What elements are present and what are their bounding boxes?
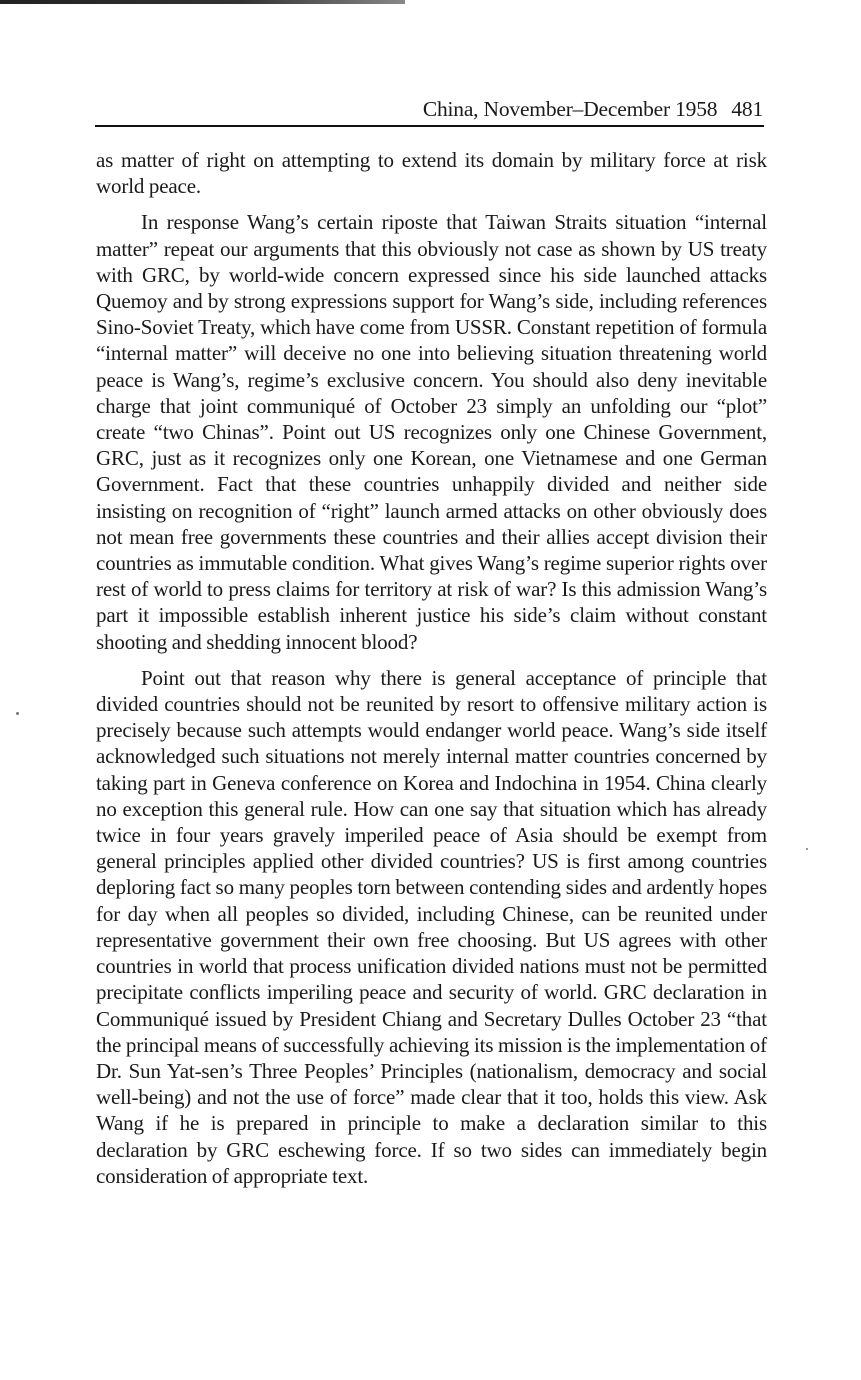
running-head: [95, 93, 763, 125]
document-body: [96, 147, 767, 1189]
scan-speck: [806, 848, 808, 850]
header-rule: [95, 125, 764, 127]
paragraph-divided-countries: Point out that reason why there is general acceptance of principle that divided countries should not be reunited by resort to offensive military action is precisely because such attempts would endanger world peace. Wang’s side itself acknowledged such situations not merely internal matter countries concerned by taking part in Geneva conference on Korea and Indochina in 1954. China clearly no exception this general rule. How can one say that situation which has already twice in four years gravely imperiled peace of Asia should be exempt from general principles applied other divided countries? US is first among countries deploring fact so many peoples torn between contending sides and ardently hopes for day when all peoples so divided, including Chinese, can be reunited under representative government their own free choosing. But US agrees with other countries in world that process unification divided nations must not be permitted precipitate conflicts imperiling peace and security of world. GRC declaration in Communiqué issued by President Chiang and Secretary Dulles October 23 “that the principal means of successfully achieving its mission is the implementation of Dr. Sun Yat-sen’s Three Peoples’ Principles (nationalism, democracy and social well-being) and not the use of force” made clear that it too, holds this view. Ask Wang if he is prepared in principle to make a declaration similar to this declaration by GRC eschewing force. If so two sides can immediately begin consideration of appropriate text.: [96, 665, 767, 1188]
paragraph-continuation: as matter of right on attempting to extend its domain by military force at risk world peace.: [96, 148, 767, 199]
running-head-title: China, November–December 1958: [422, 97, 718, 121]
scan-edge-shadow: [0, 0, 405, 4]
paragraph-internal-matter: In response Wang’s certain riposte that Taiwan Straits situation “internal matter” repeat our arguments that this obviously not case as shown by US treaty with GRC, by world-wide concern expressed since his side launched attacks Quemoy and by strong expressions support for Wang’s side, including references Sino-Soviet Treaty, which have come from USSR. Constant repetition of formula “internal matter” will deceive no one into believing situation threatening world peace is Wang’s, regime’s exclusive concern. You should also deny inevitable charge that joint communiqué of October 23 simply an unfolding our “plot” create “two Chinas”. Point out US recognizes only one Chinese Government, GRC, just as it recognizes only one Korean, one Vietnamese and one German Government. Fact that these countries unhappily divided and neither side insisting on recognition of “right” launch armed attacks on other obviously does not mean free governments these countries and their allies accept division their countries as immutable condition. What gives Wang’s regime superior rights over rest of world to press claims for territory at risk of war? Is this admission Wang’s part it impossible establish inherent justice his side’s claim without constant shooting and shedding innocent blood?: [96, 210, 767, 654]
scan-speck: [16, 712, 19, 715]
page-number: 481: [731, 97, 763, 121]
